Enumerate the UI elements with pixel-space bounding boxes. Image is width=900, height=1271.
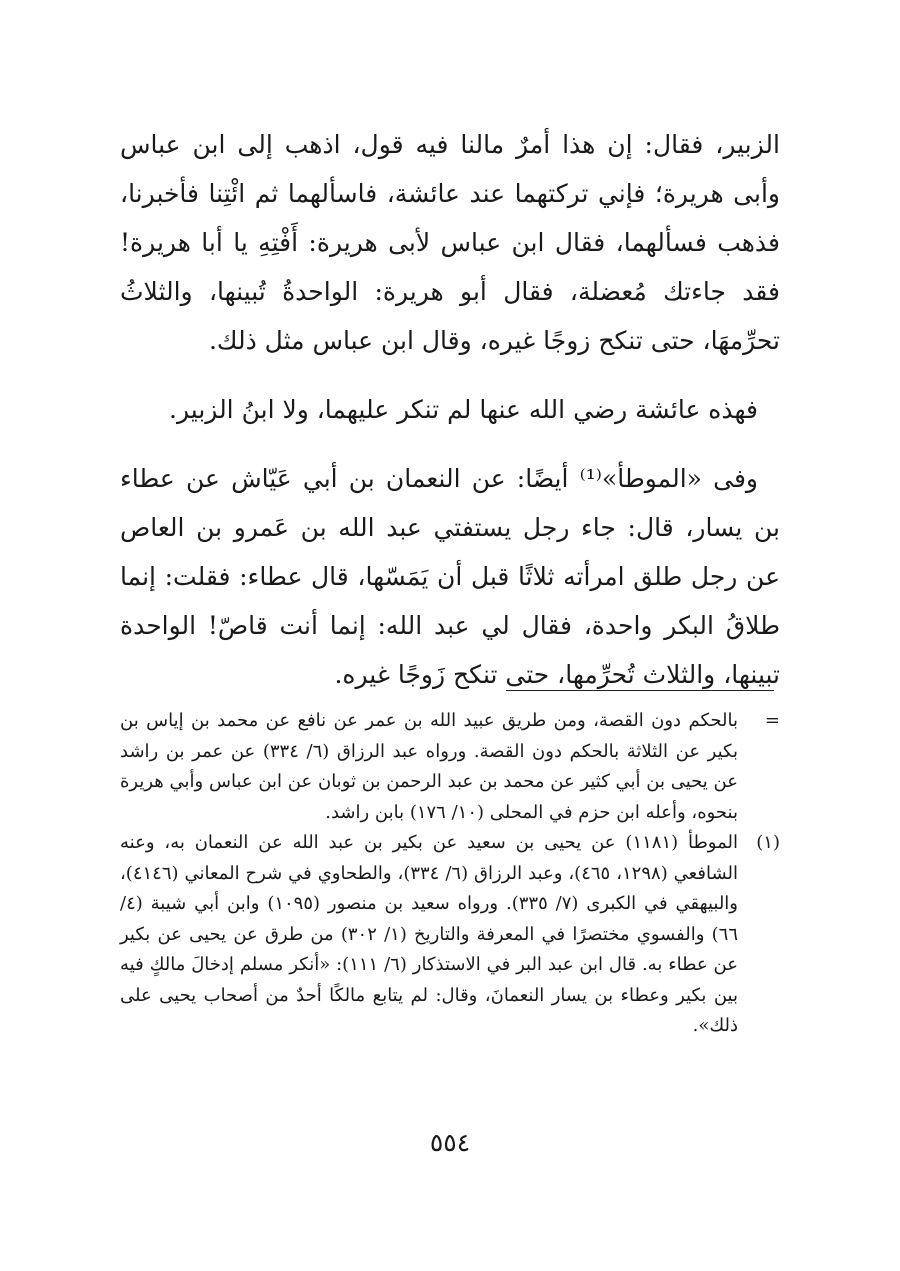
footnote-text: الموطأ (١١٨١) عن يحيى بن سعيد عن بكير بن عبد الله عن النعمان به، وعنه الشافعي (١٢٩٨، ٤٦٥)، وعبد الرزاق (٦/ ٣٣٤)، والطحاوي في شرح المعاني (٤١٤٦)، والبيهقي في الكبرى (٧/ ٣٣٥). ورواه سعيد بن منصور (١٠٩٥) وابن أبي شيبة (٤/ ٦٦) والفسوي مختصرًا في المعرفة والتاريخ (١/ ٣٠٢) من طرق عن يحيى عن بكير عن عطاء به. قال ابن عبد البر في الاستذكار (٦/ ١١١): «أنكر مسلم إدخالَ مالكٍ فيه بين بكير وعطاء بن يسار النعمانَ، وقال: لم يتابع مالكًا أحدٌ من أصحاب يحيى على ذلك». <box>120 832 738 1036</box>
main-text <box>120 120 780 699</box>
page-number: ٥٥٤ <box>429 1128 471 1157</box>
footnote-separator <box>506 690 774 691</box>
footnote-marker: = <box>764 710 780 731</box>
footnote-text: بالحكم دون القصة، ومن طريق عبيد الله بن عمر عن نافع عن محمد بن إياس بن بكير عن الثلاثة بالحكم دون القصة. ورواه عبد الرزاق (٦/ ٣٣٤) عن عمر بن راشد عن يحيى بن أبي كثير عن محمد بن عبد الرحمن بن ثوبان عن ابن عباس وأبي هريرة بنحوه، وأعله ابن حزم في المحلى (١٠/ ١٧٦) بابن راشد. <box>120 710 738 823</box>
footnote-continued <box>120 706 780 828</box>
body-paragraph: وفى «الموطأ»⁽¹⁾ أيضًا: عن النعمان بن أبي عَيّاش عن عطاء بن يسار، قال: جاء رجل يستفتي عبد الله بن عَمرو بن العاص عن رجل طلق امرأته ثلاثًا قبل أن يَمَسّها، قال عطاء: فقلت: إنما طلاقُ البكر واحدة، فقال لي عبد الله: إنما أنت قاصّ! الواحدة تبينها، والثلاث تُحرِّمها، حتى تنكح زَوجًا غيره. <box>120 464 780 689</box>
body-paragraph: الزبير، فقال: إن هذا أمرٌ مالنا فيه قول، اذهب إلى ابن عباس وأبى هريرة؛ فإني تركتهما عند عائشة، فاسألهما ثم ائْتِنا فأخبرنا، فذهب فسألهما، فقال ابن عباس لأبى هريرة: أَفْتِهِ يا أبا هريرة! فقد جاءتك مُعضلة، فقال أبو هريرة: الواحدةُ تُبينها، والثلاثُ تحرِّمهَا، حتى تنكح زوجًا غيره، وقال ابن عباس مثل ذلك. <box>120 130 780 355</box>
footnote-1 <box>120 828 780 1042</box>
footnotes <box>120 706 780 1042</box>
footnote-marker: (١) <box>756 832 780 853</box>
body-paragraph: فهذه عائشة رضي الله عنها لم تنكر عليهما، ولا ابنُ الزبير. <box>169 395 758 424</box>
